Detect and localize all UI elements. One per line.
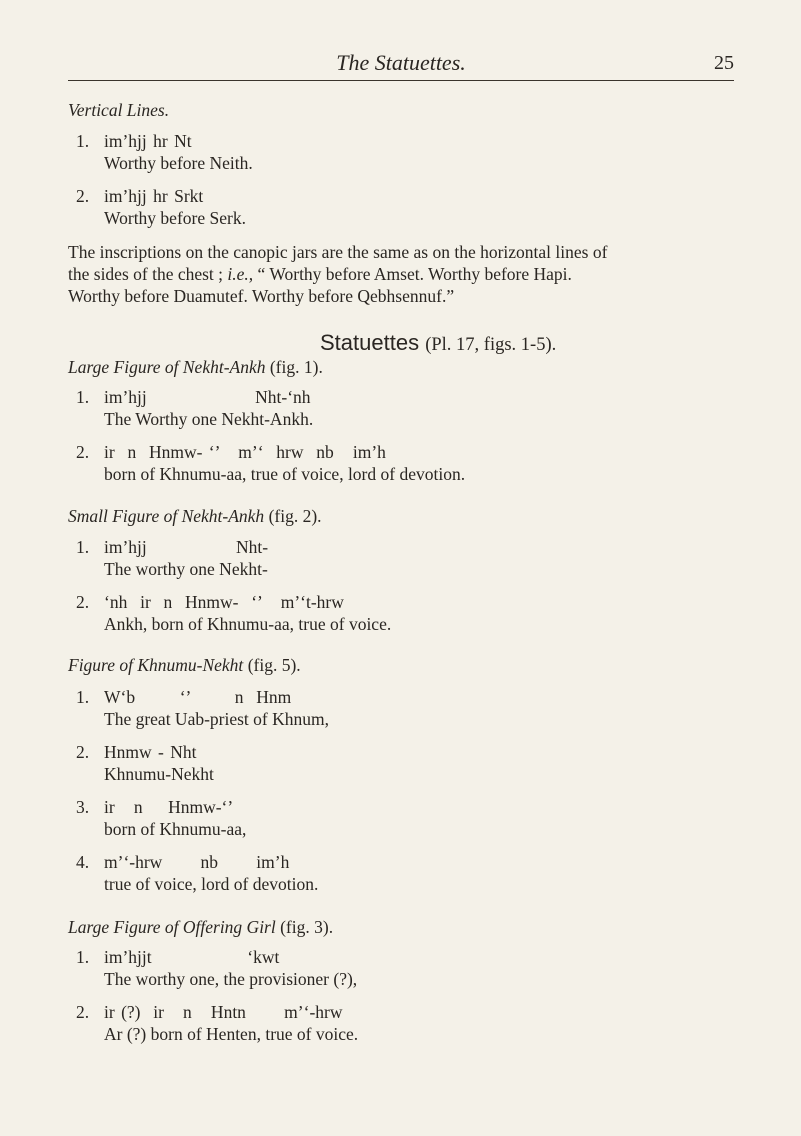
translation: The worthy one Nekht- (104, 559, 268, 579)
paragraph-line: The inscriptions on the canopic jars are the same as on the horizontal lines of (68, 242, 608, 262)
item-number: 4. (76, 852, 90, 872)
section-ref: (Pl. 17, figs. 1-5). (425, 335, 557, 355)
subsection-title: Large Figure of Offering Girl (68, 917, 276, 937)
transliteration: im’hjj Nht- (104, 537, 269, 557)
transliteration: W‘b ‘’ n Hnm (104, 687, 292, 707)
subsection-heading (68, 356, 323, 378)
transliteration: im’hjjt ‘kwt (104, 947, 280, 967)
item-number: 1. (76, 947, 90, 967)
translation: Worthy before Neith. (104, 153, 253, 173)
transliteration: im’hjj hr Nt (104, 131, 192, 151)
translation: The great Uab-priest of Khnum, (104, 709, 329, 729)
fig-ref: (fig. 2). (268, 506, 322, 526)
page-number: 25 (714, 52, 734, 74)
subsection-title: Small Figure of Nekht-Ankh (68, 506, 265, 526)
item-number: 3. (76, 797, 90, 817)
transliteration: m’‘-hrw nb im’h (104, 852, 290, 872)
transliteration: ir n Hnmw-‘’ (104, 797, 234, 817)
subsection-heading (68, 654, 301, 676)
transliteration: ir n Hnmw- ‘’ m’‘ hrw nb im’h (104, 442, 386, 462)
item-number: 2. (76, 1002, 90, 1022)
translation: Ar (?) born of Henten, true of voice. (104, 1024, 359, 1044)
paragraph-line (68, 263, 572, 285)
fig-ref: (fig. 1). (269, 357, 323, 377)
translation: Khnumu-Nekht (104, 764, 214, 784)
vertical-lines-heading: Vertical Lines. (68, 100, 170, 120)
running-title: The Statuettes. (336, 50, 466, 75)
transliteration: im’hjj Nht-‘nh (104, 387, 311, 407)
item-number: 2. (76, 592, 90, 612)
item-number: 2. (76, 742, 90, 762)
fig-ref: (fig. 5). (247, 655, 301, 675)
item-number: 2. (76, 186, 90, 206)
item-number: 2. (76, 442, 90, 462)
transliteration: im’hjj hr Srkt (104, 186, 204, 206)
fig-ref: (fig. 3). (280, 917, 334, 937)
translation: Ankh, born of Khnumu-aa, true of voice. (104, 614, 392, 634)
subsection-title: Large Figure of Nekht-Ankh (68, 357, 266, 377)
transliteration: ‘nh ir n Hnmw- ‘’ m’‘t-hrw (104, 592, 344, 612)
translation: The worthy one, the provisioner (?), (104, 969, 358, 989)
paragraph-ie: i.e., (227, 264, 254, 284)
paragraph-text: “ Worthy before Amset. Worthy before Hapi. (257, 264, 572, 284)
transliteration: Hnmw - Nht (104, 742, 197, 762)
translation: The Worthy one Nekht-Ankh. (104, 409, 314, 429)
subsection-title: Figure of Khnumu-Nekht (68, 655, 244, 675)
translation: born of Khnumu-aa, (104, 819, 247, 839)
running-header (68, 46, 734, 81)
paragraph-text: the sides of the chest ; (68, 264, 224, 284)
translation: born of Khnumu-aa, true of voice, lord of devotion. (104, 464, 466, 484)
translation: true of voice, lord of devotion. (104, 874, 319, 894)
item-number: 1. (76, 537, 90, 557)
subsection-heading (68, 505, 322, 527)
item-number: 1. (76, 387, 90, 407)
paragraph-line: Worthy before Duamutef. Worthy before Qebhsennuf.” (68, 286, 455, 306)
section-heading (320, 330, 556, 358)
translation: Worthy before Serk. (104, 208, 246, 228)
transliteration: ir (?) ir n Hntn m’‘-hrw (104, 1002, 343, 1022)
section-title: Statuettes (320, 330, 420, 355)
item-number: 1. (76, 131, 90, 151)
item-number: 1. (76, 687, 90, 707)
subsection-heading (68, 916, 333, 938)
